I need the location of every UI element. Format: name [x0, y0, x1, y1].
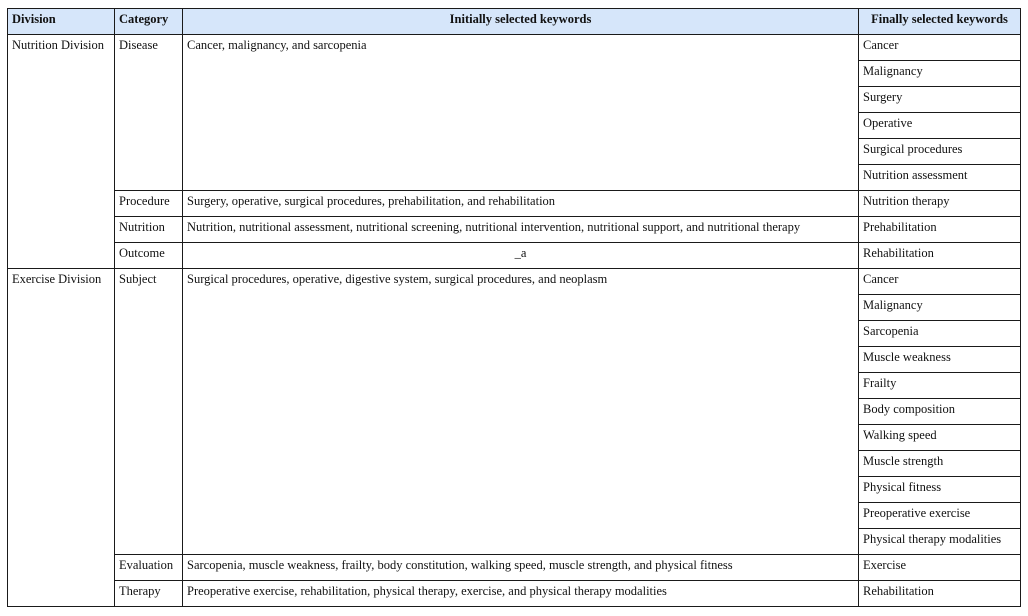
final-keyword-cell: Frailty	[859, 373, 1021, 399]
initial-keywords-cell: _a	[183, 243, 859, 269]
category-cell: Disease	[115, 35, 183, 191]
final-keyword-cell: Body composition	[859, 399, 1021, 425]
initial-keywords-cell: Sarcopenia, muscle weakness, frailty, body constitution, walking speed, muscle strength, and physical fitness	[183, 555, 859, 581]
initial-keywords-cell: Nutrition, nutritional assessment, nutritional screening, nutritional intervention, nutritional support, and nutritional therapy	[183, 217, 859, 243]
final-keyword-cell: Nutrition therapy	[859, 191, 1021, 217]
table-row	[8, 269, 1021, 295]
final-keyword-cell: Rehabilitation	[859, 581, 1021, 607]
header-category: Category	[115, 9, 183, 35]
category-cell: Subject	[115, 269, 183, 555]
final-keyword-cell: Operative	[859, 113, 1021, 139]
category-cell: Evaluation	[115, 555, 183, 581]
final-keyword-cell: Sarcopenia	[859, 321, 1021, 347]
category-cell: Nutrition	[115, 217, 183, 243]
keyword-table	[7, 8, 1021, 607]
header-row	[8, 9, 1021, 35]
final-keyword-cell: Exercise	[859, 555, 1021, 581]
initial-keywords-cell: Cancer, malignancy, and sarcopenia	[183, 35, 859, 191]
final-keyword-cell: Preoperative exercise	[859, 503, 1021, 529]
final-keyword-cell: Surgery	[859, 87, 1021, 113]
final-keyword-cell: Muscle strength	[859, 451, 1021, 477]
final-keyword-cell: Surgical procedures	[859, 139, 1021, 165]
final-keyword-cell: Malignancy	[859, 61, 1021, 87]
final-keyword-cell: Muscle weakness	[859, 347, 1021, 373]
table-row	[8, 555, 1021, 581]
initial-keywords-cell: Surgical procedures, operative, digestive system, surgical procedures, and neoplasm	[183, 269, 859, 555]
final-keyword-cell: Prehabilitation	[859, 217, 1021, 243]
header-initial-keywords: Initially selected keywords	[183, 9, 859, 35]
final-keyword-cell: Physical fitness	[859, 477, 1021, 503]
final-keyword-cell: Cancer	[859, 269, 1021, 295]
category-cell: Therapy	[115, 581, 183, 607]
table-row	[8, 35, 1021, 61]
final-keyword-cell: Nutrition assessment	[859, 165, 1021, 191]
division-cell: Exercise Division	[8, 269, 115, 607]
final-keyword-cell: Physical therapy modalities	[859, 529, 1021, 555]
header-final-keywords: Finally selected keywords	[859, 9, 1021, 35]
final-keyword-cell: Walking speed	[859, 425, 1021, 451]
table-row	[8, 243, 1021, 269]
final-keyword-cell: Malignancy	[859, 295, 1021, 321]
category-cell: Outcome	[115, 243, 183, 269]
category-cell: Procedure	[115, 191, 183, 217]
final-keyword-cell: Cancer	[859, 35, 1021, 61]
initial-keywords-cell: Preoperative exercise, rehabilitation, physical therapy, exercise, and physical therapy modalities	[183, 581, 859, 607]
division-cell: Nutrition Division	[8, 35, 115, 269]
table-row	[8, 217, 1021, 243]
initial-keywords-cell: Surgery, operative, surgical procedures, prehabilitation, and rehabilitation	[183, 191, 859, 217]
final-keyword-cell: Rehabilitation	[859, 243, 1021, 269]
table-row	[8, 581, 1021, 607]
header-division: Division	[8, 9, 115, 35]
table-row	[8, 191, 1021, 217]
